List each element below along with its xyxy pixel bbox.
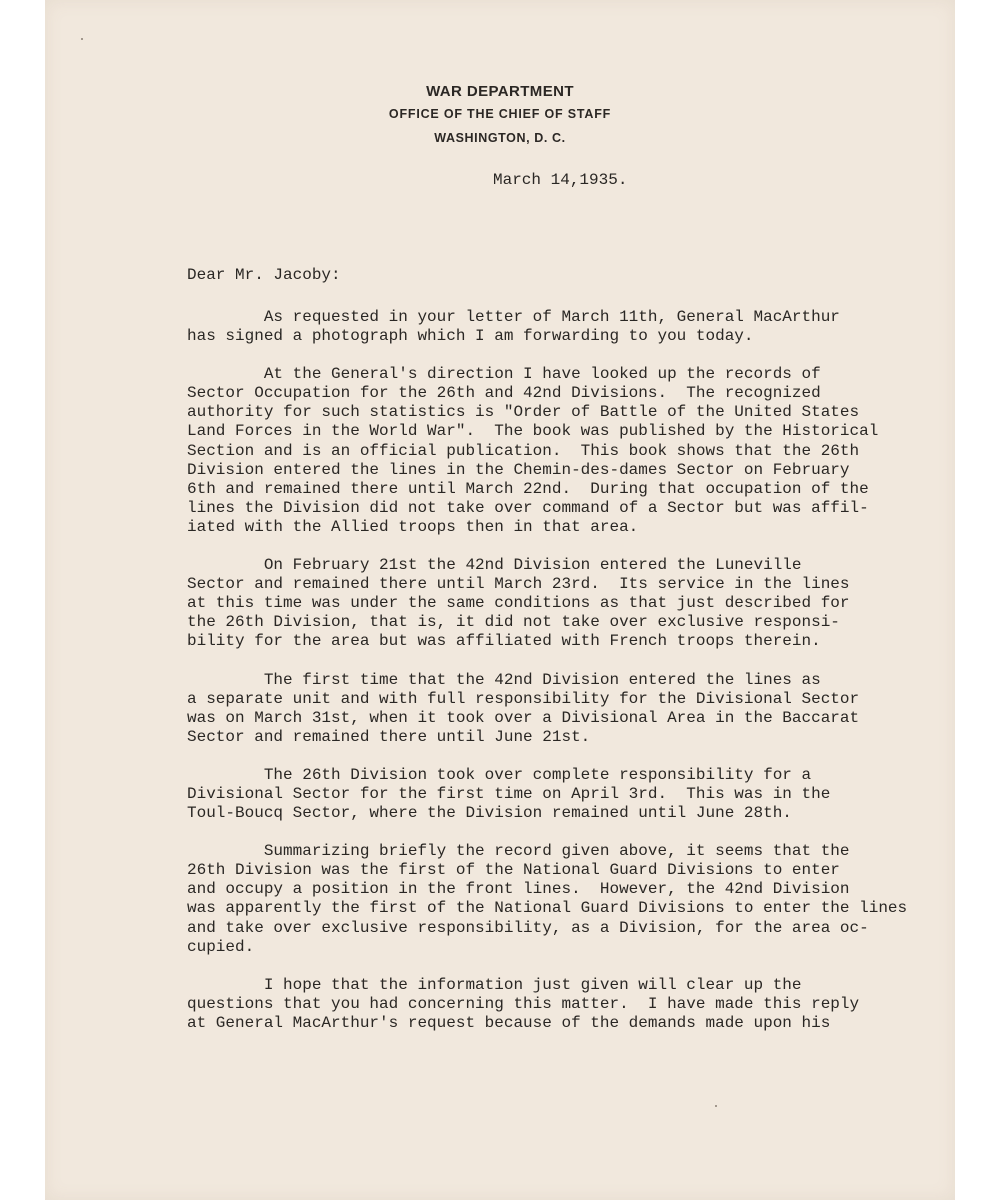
letterhead-office: OFFICE OF THE CHIEF OF STAFF [388, 107, 612, 121]
letter-body [187, 308, 927, 1052]
paper-speck [715, 1105, 717, 1107]
paragraph-5: The 26th Division took over complete responsibility for a Divisional Sector for the first time on April 3rd. This was in the Toul-Boucq Sector, where the Division remained until June 28th. [187, 765, 831, 823]
letterhead-department: WAR DEPARTMENT [426, 83, 574, 100]
paragraph-7: I hope that the information just given will clear up the questions that you had concerning this matter. I have made this reply at General MacArthur's request because of the demands made upon his [187, 975, 860, 1032]
paragraph-2: At the General's direction I have looked up the records of Sector Occupation for the 26th and 42nd Divisions. The recognized authority for such statistics is "Order of Battle of the United States Land Forces in the World War". The book was published by the Historical Section and is an official publication. This book shows that the 26th Division entered the lines in the Chemin-des-dames Sector on February 6th and remained there until March 22nd. During that occupation of the lines the Division did not take over command of a Sector but was affil- iated with the Allied troops then in that area. [187, 365, 879, 536]
paragraph-3: On February 21st the 42nd Division entered the Luneville Sector and remained there until March 23rd. Its service in the lines at this time was under the same conditions as that just described for the 26th Division, that is, it did not take over exclusive responsi- bility for the area but was affiliated with French troops therein. [187, 556, 850, 651]
paragraph-4: The first time that the 42nd Division entered the lines as a separate unit and with full responsibility for the Divisional Sector was on March 31st, when it took over a Divisional Area in the Baccarat Sector and remained there until June 21st. [187, 670, 860, 746]
paragraph-1: As requested in your letter of March 11th, General MacArthur has signed a photograph which I am forwarding to you today. [187, 308, 840, 346]
paragraph-6: Summarizing briefly the record given above, it seems that the 26th Division was the first of the National Guard Divisions to enter and occupy a position in the front lines. However, the 42nd Division was apparently the first of the National Guard Divisions to enter the lines and take over exclusive responsibility, as a Division, for the area oc- cupied. [187, 842, 908, 956]
letterhead-location: WASHINGTON, D. C. [434, 131, 566, 145]
letter-page [45, 0, 955, 1200]
letter-date: March 14,1935. [493, 171, 628, 189]
paper-speck [81, 38, 83, 40]
salutation: Dear Mr. Jacoby: [187, 266, 341, 284]
